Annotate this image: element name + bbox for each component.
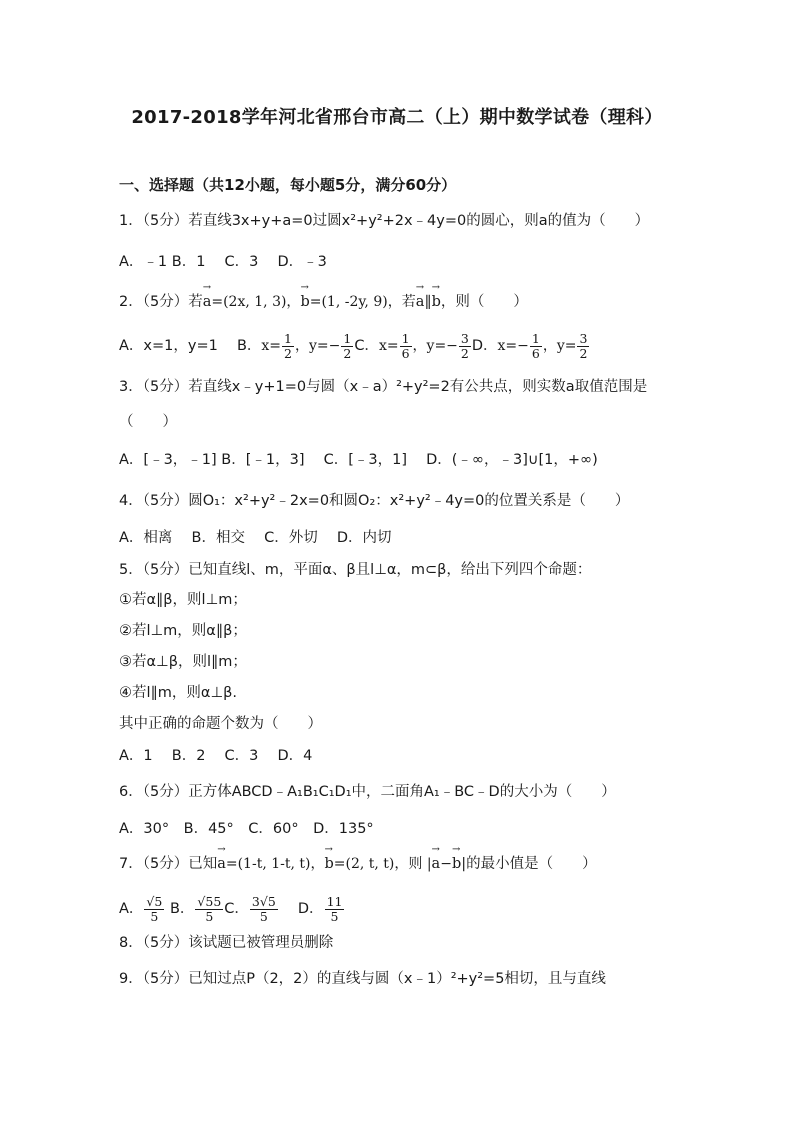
q2-option-d: D． [471, 338, 498, 354]
vector-b: → b [324, 844, 334, 872]
arrow-icon: → [324, 844, 333, 855]
question-4: 4．（5分）圆O₁：x²+y²﹣2x=0和圆O₂：x²+y²﹣4y=0的位置关系是（ ） [119, 493, 630, 509]
q2-option-c: C． [354, 338, 379, 354]
q2-d-x: x=− [497, 338, 529, 354]
proposition-2: ②若l⊥m，则α∥β； [119, 623, 247, 639]
vector-a: → a [202, 282, 212, 310]
proposition-4: ④若l∥m，则α⊥β. [119, 685, 237, 701]
fraction: $\frac{1}{6}$ [401, 330, 410, 361]
question-3-options: A．[﹣3，﹣1] B．[﹣1，3] C．[﹣3，1] D．(﹣∞，﹣3]∪[1，+∞) [119, 452, 598, 468]
fraction: $\frac{1}{2}$ [343, 330, 352, 361]
proposition-3: ③若α⊥β，则l∥m； [119, 654, 247, 670]
question-2 [119, 282, 528, 312]
fraction: $\frac{1}{2}$ [284, 330, 292, 361]
q2-tail: ，则（ ） [440, 294, 528, 310]
q2-option-a: A．x=1，y=1 B． [119, 338, 262, 354]
parallel-symbol: ∥ [424, 294, 432, 310]
q7-option-d: D． [278, 901, 324, 917]
question-7-options [119, 893, 345, 925]
question-2-options [119, 331, 590, 361]
arrow-icon: → [415, 282, 425, 293]
q2-d-y: ，y= [542, 338, 577, 354]
fraction: $\frac{3}{2}$ [579, 330, 588, 361]
fraction: $\frac{√5}{5}$ [146, 893, 163, 924]
vector-b-expr: =(1, -2y, 9)，若 [309, 294, 416, 310]
fraction: $\frac{3}{2}$ [460, 330, 469, 361]
vector-a-expr: =(2x, 1, 3)， [211, 294, 301, 310]
q7-tail: |的最小值是（ ） [461, 856, 597, 872]
vector-a: → a [217, 844, 226, 872]
question-5-ask: 其中正确的命题个数为（ ） [119, 716, 322, 732]
proposition-1: ①若α∥β，则l⊥m； [119, 592, 247, 608]
fraction: $\frac{√55}{5}$ [197, 893, 222, 924]
q7-lead: 7．（5分）已知 [119, 856, 218, 872]
vector-b-diff: → b [451, 844, 462, 872]
question-6-options: A．30° B．45° C．60° D．135° [119, 821, 374, 837]
vector-a-expr: =(1-t, 1-t, t)， [225, 856, 325, 872]
arrow-icon: → [217, 844, 226, 855]
question-3: 3．（5分）若直线x﹣y+1=0与圆（x﹣a）²+y²=2有公共点，则实数a取值范围是 [119, 379, 648, 395]
q2-c-y: ，y=− [412, 338, 458, 354]
q7-option-c: C． [224, 901, 249, 917]
arrow-icon: → [300, 282, 309, 293]
fraction: $\frac{11}{5}$ [326, 893, 343, 924]
exam-title: 2017-2018学年河北省邢台市高二（上）期中数学试卷（理科） [131, 107, 663, 128]
q7-option-a: A． [119, 901, 144, 917]
vector-b: → b [300, 282, 310, 310]
vector-a-diff: → a [431, 844, 441, 872]
question-8: 8．（5分）该试题已被管理员删除 [119, 935, 334, 951]
question-1-options: A．﹣1 B．1 C．3 D．﹣3 [119, 254, 327, 270]
vector-b-expr: =(2, t, t)，则 | [333, 856, 432, 872]
vector-a-parallel: → a [415, 282, 425, 310]
q2-c-x: x= [378, 338, 399, 354]
question-1: 1．（5分）若直线3x+y+a=0过圆x²+y²+2x﹣4y=0的圆心，则a的值为（ ） [119, 213, 650, 229]
q2-b-x: x= [261, 338, 282, 354]
arrow-icon: → [431, 844, 440, 855]
fraction: $\frac{3√5}{5}$ [251, 893, 276, 924]
section-heading: 一、选择题（共12小题，每小题5分，满分60分） [119, 176, 457, 194]
arrow-icon: → [202, 282, 212, 293]
question-3-paren: （ ） [119, 414, 177, 430]
question-9: 9．（5分）已知过点P（2，2）的直线与圆（x﹣1）²+y²=5相切，且与直线 [119, 971, 606, 987]
arrow-icon: → [451, 844, 461, 855]
q2-lead: 2．（5分）若 [119, 294, 203, 310]
question-4-options: A．相离 B．相交 C．外切 D．内切 [119, 530, 392, 546]
question-5: 5．（5分）已知直线l、m，平面α、β且l⊥α，m⊂β，给出下列四个命题： [119, 562, 592, 578]
q2-b-y: ，y=− [294, 338, 341, 354]
question-5-options: A．1 B．2 C．3 D．4 [119, 748, 313, 764]
arrow-icon: → [431, 282, 440, 293]
question-7 [119, 844, 597, 874]
question-6: 6．（5分）正方体ABCD﹣A₁B₁C₁D₁中，二面角A₁﹣BC﹣D的大小为（ ） [119, 784, 616, 800]
minus-sign: − [440, 856, 452, 872]
vector-b-parallel: → b [431, 282, 441, 310]
fraction: $\frac{1}{6}$ [531, 330, 540, 361]
q7-option-b: B． [165, 901, 195, 917]
